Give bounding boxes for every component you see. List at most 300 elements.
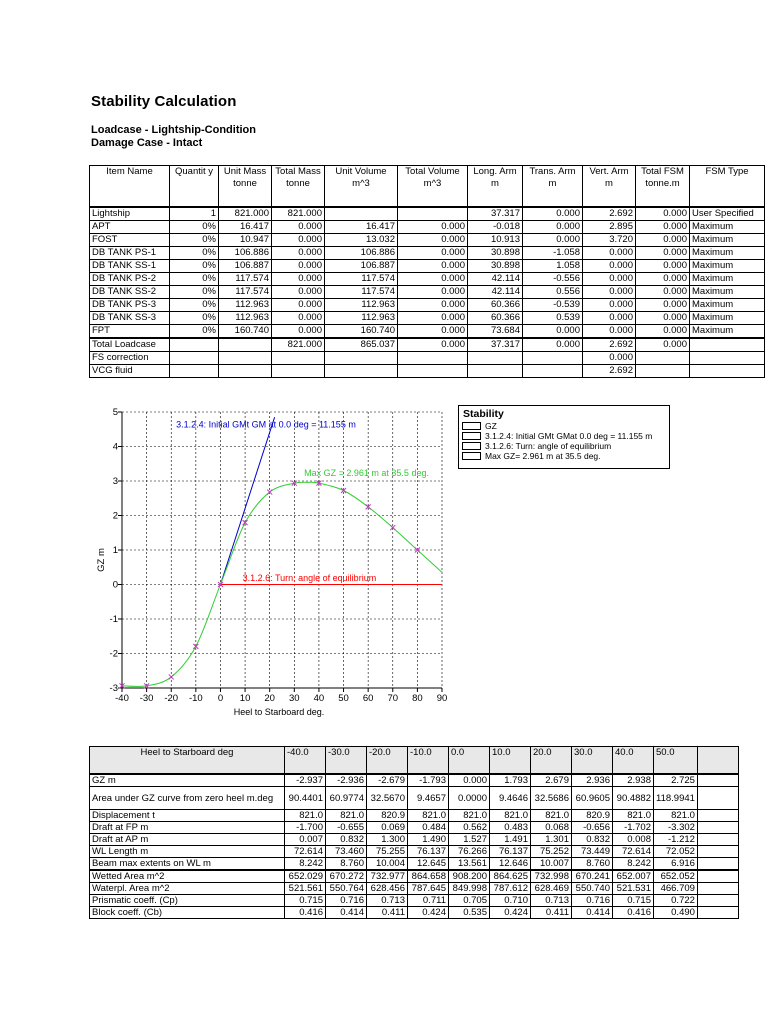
column-header: Vert. Arm m bbox=[583, 166, 636, 208]
x-tick-label: -10 bbox=[188, 693, 203, 704]
table-cell: 0.716 bbox=[326, 895, 367, 907]
table-cell: 0.068 bbox=[531, 822, 572, 834]
table-cell: 0.556 bbox=[523, 286, 583, 299]
table-cell: 0.000 bbox=[583, 325, 636, 339]
table-row bbox=[90, 247, 765, 260]
table-cell: 2.692 bbox=[583, 338, 636, 352]
table-cell: 0.000 bbox=[583, 247, 636, 260]
table-cell: 75.255 bbox=[367, 846, 408, 858]
y-tick-label: 0 bbox=[112, 579, 118, 591]
table-cell: 75.252 bbox=[531, 846, 572, 858]
table-row bbox=[90, 325, 765, 339]
table-cell: 0.484 bbox=[408, 822, 449, 834]
column-header: Trans. Arm m bbox=[523, 166, 583, 208]
column-header: Long. Arm m bbox=[468, 166, 523, 208]
y-tick-label: 3 bbox=[112, 476, 118, 487]
table-cell: 0.000 bbox=[523, 221, 583, 234]
table-row bbox=[90, 234, 765, 247]
table-cell: 0.000 bbox=[523, 338, 583, 352]
heel-column-header: 50.0 bbox=[654, 747, 698, 775]
table-cell: 0.000 bbox=[636, 234, 690, 247]
table-cell: 0.539 bbox=[523, 312, 583, 325]
table-cell: 76.266 bbox=[449, 846, 490, 858]
table-cell: 821.0 bbox=[408, 810, 449, 822]
legend-item-equilibrium: 3.1.2.6: Turn: angle of equilibrium bbox=[462, 441, 669, 451]
table-cell: 0.000 bbox=[583, 260, 636, 273]
table-cell: 42.114 bbox=[468, 286, 523, 299]
table-cell: -0.539 bbox=[523, 299, 583, 312]
table-cell: 117.574 bbox=[219, 273, 272, 286]
table-cell: 10.913 bbox=[468, 234, 523, 247]
table-cell: 0.716 bbox=[572, 895, 613, 907]
table-cell: 821.0 bbox=[326, 810, 367, 822]
table-cell: 550.764 bbox=[326, 883, 367, 895]
table-row bbox=[90, 822, 739, 834]
table-cell: 73.460 bbox=[326, 846, 367, 858]
table-cell: 0% bbox=[170, 312, 219, 325]
table-cell: 0.000 bbox=[272, 286, 325, 299]
table-cell: VCG fluid bbox=[90, 365, 170, 378]
heel-column-header: -10.0 bbox=[408, 747, 449, 775]
table-cell-clipped bbox=[697, 907, 738, 919]
table-cell: 60.366 bbox=[468, 312, 523, 325]
table-cell: 42.114 bbox=[468, 273, 523, 286]
table-cell bbox=[690, 365, 765, 378]
table-cell: DB TANK PS-1 bbox=[90, 247, 170, 260]
table-cell-clipped bbox=[697, 834, 738, 846]
heel-column-header: 0.0 bbox=[449, 747, 490, 775]
chart-annotation: 3.1.2.6: Turn: angle of equilibrium bbox=[242, 573, 377, 584]
table-cell: 8.760 bbox=[326, 858, 367, 871]
table-cell: 0.000 bbox=[272, 299, 325, 312]
table-cell: Maximum bbox=[690, 312, 765, 325]
table-cell: 90.4401 bbox=[285, 787, 326, 810]
table-cell: 117.574 bbox=[325, 273, 398, 286]
table-cell: DB TANK SS-1 bbox=[90, 260, 170, 273]
table-cell: -0.018 bbox=[468, 221, 523, 234]
heel-column-header: 20.0 bbox=[531, 747, 572, 775]
table-cell bbox=[272, 365, 325, 378]
table-cell: 112.963 bbox=[219, 299, 272, 312]
table-row bbox=[90, 365, 765, 378]
table-cell: 10.004 bbox=[367, 858, 408, 871]
table-cell: 0.000 bbox=[636, 312, 690, 325]
row-label: Wetted Area m^2 bbox=[90, 870, 285, 883]
table-cell: -1.700 bbox=[285, 822, 326, 834]
table-cell: 1.491 bbox=[490, 834, 531, 846]
table-cell: 0.483 bbox=[490, 822, 531, 834]
table-cell: 2.936 bbox=[572, 774, 613, 787]
table-cell: 0.000 bbox=[272, 273, 325, 286]
table-cell: 0.411 bbox=[531, 907, 572, 919]
table-cell-clipped bbox=[697, 774, 738, 787]
table-cell: 670.241 bbox=[572, 870, 613, 883]
legend-title: Stability bbox=[463, 408, 504, 420]
table-cell: 12.645 bbox=[408, 858, 449, 871]
table-cell: -1.793 bbox=[408, 774, 449, 787]
table-cell: 117.574 bbox=[219, 286, 272, 299]
table-cell: 1.793 bbox=[490, 774, 531, 787]
table-cell: 0.000 bbox=[583, 273, 636, 286]
table-cell: Maximum bbox=[690, 221, 765, 234]
table-cell bbox=[398, 365, 468, 378]
table-cell: 0.000 bbox=[272, 325, 325, 339]
table-cell: 787.612 bbox=[490, 883, 531, 895]
table-cell: FS correction bbox=[90, 352, 170, 365]
table-cell: 0.416 bbox=[613, 907, 654, 919]
row-label: Draft at FP m bbox=[90, 822, 285, 834]
table-cell: 12.646 bbox=[490, 858, 531, 871]
table-cell: 652.007 bbox=[613, 870, 654, 883]
y-tick-label: -2 bbox=[109, 648, 118, 660]
heel-column-header: 30.0 bbox=[572, 747, 613, 775]
y-tick-label: 1 bbox=[112, 545, 118, 556]
x-tick-label: 30 bbox=[289, 693, 300, 704]
table-cell: 821.0 bbox=[490, 810, 531, 822]
column-header: Total Volume m^3 bbox=[398, 166, 468, 208]
table-cell: 628.469 bbox=[531, 883, 572, 895]
table-cell: 0.000 bbox=[583, 286, 636, 299]
table-cell: 106.887 bbox=[325, 260, 398, 273]
table-cell: 0.000 bbox=[272, 247, 325, 260]
table-cell: 821.0 bbox=[285, 810, 326, 822]
table-cell: Total Loadcase bbox=[90, 338, 170, 352]
table-cell: 821.0 bbox=[449, 810, 490, 822]
table-cell: 466.709 bbox=[654, 883, 698, 895]
table-cell: 0% bbox=[170, 260, 219, 273]
table-cell: 652.052 bbox=[654, 870, 698, 883]
table-cell bbox=[690, 352, 765, 365]
table-row bbox=[90, 312, 765, 325]
table-cell: 2.938 bbox=[613, 774, 654, 787]
table-cell: 821.000 bbox=[272, 338, 325, 352]
table-cell: 1.058 bbox=[523, 260, 583, 273]
table-cell: 1 bbox=[170, 207, 219, 221]
table-cell: 0.000 bbox=[583, 299, 636, 312]
heel-column-header: 10.0 bbox=[490, 747, 531, 775]
table-cell bbox=[398, 207, 468, 221]
table-cell: DB TANK PS-2 bbox=[90, 273, 170, 286]
table-cell: 2.895 bbox=[583, 221, 636, 234]
table-cell: 0.535 bbox=[449, 907, 490, 919]
table-cell-clipped bbox=[697, 895, 738, 907]
table-cell: 0.000 bbox=[398, 221, 468, 234]
table-cell: 0.000 bbox=[636, 247, 690, 260]
table-cell: 30.898 bbox=[468, 247, 523, 260]
y-tick-label: 2 bbox=[112, 510, 118, 522]
row-label: Waterpl. Area m^2 bbox=[90, 883, 285, 895]
table-cell: Maximum bbox=[690, 260, 765, 273]
y-tick-label: -3 bbox=[109, 683, 118, 694]
table-cell: 1.301 bbox=[531, 834, 572, 846]
table-cell: Lightship bbox=[90, 207, 170, 221]
table-cell: 550.740 bbox=[572, 883, 613, 895]
table-cell bbox=[468, 365, 523, 378]
table-cell: 76.137 bbox=[408, 846, 449, 858]
table-cell: 0.000 bbox=[272, 260, 325, 273]
table-cell: 0.411 bbox=[367, 907, 408, 919]
legend-swatch bbox=[462, 422, 481, 430]
table-cell: 0.000 bbox=[523, 325, 583, 339]
row-label: Block coeff. (Cb) bbox=[90, 907, 285, 919]
table-cell: 9.4657 bbox=[408, 787, 449, 810]
table-cell: 112.963 bbox=[219, 312, 272, 325]
table-row bbox=[90, 207, 765, 221]
table-cell: 0.000 bbox=[398, 273, 468, 286]
legend-swatch bbox=[462, 452, 481, 460]
column-header: Unit Mass tonne bbox=[219, 166, 272, 208]
table-cell: 72.614 bbox=[285, 846, 326, 858]
table-cell bbox=[636, 365, 690, 378]
table-cell bbox=[325, 352, 398, 365]
table-cell: 0.000 bbox=[636, 260, 690, 273]
x-axis-label: Heel to Starboard deg. bbox=[233, 707, 325, 717]
table-cell: 1.490 bbox=[408, 834, 449, 846]
column-header: Total Mass tonne bbox=[272, 166, 325, 208]
table-cell: 0.414 bbox=[572, 907, 613, 919]
table-cell: 117.574 bbox=[325, 286, 398, 299]
table-cell: -2.679 bbox=[367, 774, 408, 787]
table-cell-clipped bbox=[697, 883, 738, 895]
table-cell: 0.0000 bbox=[449, 787, 490, 810]
table-cell: -2.936 bbox=[326, 774, 367, 787]
table-cell-clipped bbox=[697, 822, 738, 834]
table-cell: 821.000 bbox=[219, 207, 272, 221]
table-cell: Maximum bbox=[690, 273, 765, 286]
table-cell: -0.656 bbox=[572, 822, 613, 834]
table-cell: 106.886 bbox=[325, 247, 398, 260]
x-tick-label: 80 bbox=[412, 693, 423, 704]
table-cell: 864.658 bbox=[408, 870, 449, 883]
table-cell: 652.029 bbox=[285, 870, 326, 883]
table-row bbox=[90, 787, 739, 810]
table-cell: FOST bbox=[90, 234, 170, 247]
table-cell bbox=[219, 365, 272, 378]
chart-annotation: 3.1.2.4: Initial GMt GM at 0.0 deg = 11.155 m bbox=[176, 419, 356, 430]
legend-item-gz: GZ bbox=[462, 421, 669, 431]
table-cell: 732.998 bbox=[531, 870, 572, 883]
table-cell: 0.000 bbox=[636, 273, 690, 286]
column-header: Quantit y bbox=[170, 166, 219, 208]
table-cell: 16.417 bbox=[219, 221, 272, 234]
gz-point-marker bbox=[169, 674, 174, 679]
table-cell: 32.5670 bbox=[367, 787, 408, 810]
table-cell: 0.562 bbox=[449, 822, 490, 834]
table-cell: 0.713 bbox=[367, 895, 408, 907]
table-row bbox=[90, 286, 765, 299]
table-cell: 0.000 bbox=[583, 312, 636, 325]
table-cell-clipped bbox=[697, 787, 738, 810]
table-cell: 849.998 bbox=[449, 883, 490, 895]
x-tick-label: 20 bbox=[264, 693, 275, 704]
table-cell: -1.058 bbox=[523, 247, 583, 260]
table-row bbox=[90, 870, 739, 883]
table-cell bbox=[325, 207, 398, 221]
table-cell: Maximum bbox=[690, 325, 765, 339]
table-cell: 2.692 bbox=[583, 365, 636, 378]
x-tick-label: 50 bbox=[338, 693, 349, 704]
table-cell: 865.037 bbox=[325, 338, 398, 352]
damage-case-label: Damage Case - Intact bbox=[91, 137, 203, 149]
table-cell: 60.366 bbox=[468, 299, 523, 312]
table-cell: 0.000 bbox=[398, 286, 468, 299]
table-cell: 0.414 bbox=[326, 907, 367, 919]
x-tick-label: 40 bbox=[313, 693, 325, 704]
heel-header-label: Heel to Starboard deg bbox=[90, 747, 285, 775]
table-cell bbox=[468, 352, 523, 365]
x-tick-label: 10 bbox=[239, 693, 251, 704]
heel-column-header: -40.0 bbox=[285, 747, 326, 775]
table-cell: 106.887 bbox=[219, 260, 272, 273]
table-row bbox=[90, 883, 739, 895]
table-cell: 72.052 bbox=[654, 846, 698, 858]
row-label: Beam max extents on WL m bbox=[90, 858, 285, 871]
table-cell: 0% bbox=[170, 273, 219, 286]
table-cell: 0.722 bbox=[654, 895, 698, 907]
table-cell bbox=[170, 338, 219, 352]
table-cell: -1.702 bbox=[613, 822, 654, 834]
table-cell: DB TANK PS-3 bbox=[90, 299, 170, 312]
table-cell: 628.456 bbox=[367, 883, 408, 895]
column-header: Unit Volume m^3 bbox=[325, 166, 398, 208]
table-cell: 0.000 bbox=[636, 221, 690, 234]
table-cell: 787.645 bbox=[408, 883, 449, 895]
legend-item-max-gz: Max GZ= 2.961 m at 35.5 deg. bbox=[462, 451, 669, 461]
table-cell: -0.655 bbox=[326, 822, 367, 834]
table-cell: 0.490 bbox=[654, 907, 698, 919]
heel-column-header: -30.0 bbox=[326, 747, 367, 775]
table-cell: 1.300 bbox=[367, 834, 408, 846]
table-row bbox=[90, 338, 765, 352]
table-cell: Maximum bbox=[690, 234, 765, 247]
table-row bbox=[90, 774, 739, 787]
table-cell: FPT bbox=[90, 325, 170, 339]
table-cell: 0.000 bbox=[636, 207, 690, 221]
table-cell bbox=[398, 352, 468, 365]
table-cell: 0.705 bbox=[449, 895, 490, 907]
table-cell: 0.000 bbox=[398, 312, 468, 325]
table-cell bbox=[170, 352, 219, 365]
x-tick-label: 90 bbox=[436, 693, 448, 704]
y-tick-label: 5 bbox=[112, 407, 118, 418]
table-cell: 1.527 bbox=[449, 834, 490, 846]
table-row bbox=[90, 260, 765, 273]
table-cell: 732.977 bbox=[367, 870, 408, 883]
row-label: GZ m bbox=[90, 774, 285, 787]
table-cell: 0.715 bbox=[613, 895, 654, 907]
table-cell: 820.9 bbox=[367, 810, 408, 822]
table-row bbox=[90, 834, 739, 846]
table-cell: 9.4646 bbox=[490, 787, 531, 810]
table-row bbox=[90, 221, 765, 234]
heel-column-header-clipped bbox=[697, 747, 738, 775]
table-cell bbox=[272, 352, 325, 365]
table-cell: 0.000 bbox=[636, 299, 690, 312]
table-row bbox=[90, 907, 739, 919]
table-cell: 2.679 bbox=[531, 774, 572, 787]
table-cell bbox=[325, 365, 398, 378]
table-cell: 670.272 bbox=[326, 870, 367, 883]
table-cell: 0.000 bbox=[636, 286, 690, 299]
table-cell: 521.531 bbox=[613, 883, 654, 895]
table-cell: 106.886 bbox=[219, 247, 272, 260]
table-cell bbox=[219, 338, 272, 352]
table-cell: 0.000 bbox=[583, 352, 636, 365]
row-label: Displacement t bbox=[90, 810, 285, 822]
table-cell: 112.963 bbox=[325, 312, 398, 325]
table-cell: 0.000 bbox=[523, 207, 583, 221]
table-cell-clipped bbox=[697, 858, 738, 871]
table-row bbox=[90, 273, 765, 286]
x-tick-label: 0 bbox=[217, 693, 224, 704]
table-row bbox=[90, 846, 739, 858]
table-cell: 821.0 bbox=[613, 810, 654, 822]
table-cell: -1.212 bbox=[654, 834, 698, 846]
row-label: Draft at AP m bbox=[90, 834, 285, 846]
x-tick-label: -30 bbox=[139, 693, 154, 704]
table-cell: 864.625 bbox=[490, 870, 531, 883]
table-cell bbox=[170, 365, 219, 378]
table-cell: 8.760 bbox=[572, 858, 613, 871]
y-tick-label: 4 bbox=[112, 441, 118, 453]
table-cell: 73.449 bbox=[572, 846, 613, 858]
table-row bbox=[90, 858, 739, 871]
table-cell: 2.725 bbox=[654, 774, 698, 787]
table-cell: 0.069 bbox=[367, 822, 408, 834]
table-cell: 0.416 bbox=[285, 907, 326, 919]
table-row bbox=[90, 299, 765, 312]
table-cell: 30.898 bbox=[468, 260, 523, 273]
table-cell: 0.000 bbox=[636, 325, 690, 339]
table-cell: 0% bbox=[170, 286, 219, 299]
column-header: Total FSM tonne.m bbox=[636, 166, 690, 208]
table-cell: 0.007 bbox=[285, 834, 326, 846]
table-cell: 90.4882 bbox=[613, 787, 654, 810]
heel-column-header: -20.0 bbox=[367, 747, 408, 775]
x-tick-label: -20 bbox=[164, 693, 179, 704]
table-cell: 32.5686 bbox=[531, 787, 572, 810]
table-cell: 908.200 bbox=[449, 870, 490, 883]
table-cell: 0.832 bbox=[326, 834, 367, 846]
table-cell: 0.710 bbox=[490, 895, 531, 907]
table-cell: 0.000 bbox=[398, 325, 468, 339]
table-cell: 0.711 bbox=[408, 895, 449, 907]
table-cell: 0.832 bbox=[572, 834, 613, 846]
table-cell: 0.000 bbox=[272, 312, 325, 325]
table-cell: -3.302 bbox=[654, 822, 698, 834]
table-cell: 0.000 bbox=[398, 260, 468, 273]
table-cell: 37.317 bbox=[468, 207, 523, 221]
table-cell: 6.916 bbox=[654, 858, 698, 871]
table-cell: 0.000 bbox=[636, 338, 690, 352]
table-cell: 13.032 bbox=[325, 234, 398, 247]
initial-gm-line bbox=[220, 417, 274, 584]
x-tick-label: 70 bbox=[387, 693, 399, 704]
table-cell: DB TANK SS-3 bbox=[90, 312, 170, 325]
table-cell bbox=[690, 338, 765, 352]
item-table bbox=[89, 165, 765, 378]
table-cell: 820.9 bbox=[572, 810, 613, 822]
table-cell: 73.684 bbox=[468, 325, 523, 339]
table-cell: 0.424 bbox=[408, 907, 449, 919]
table-cell: Maximum bbox=[690, 247, 765, 260]
table-cell: 76.137 bbox=[490, 846, 531, 858]
table-cell: Maximum bbox=[690, 299, 765, 312]
chart-legend bbox=[458, 405, 670, 469]
table-cell: -2.937 bbox=[285, 774, 326, 787]
table-cell: -0.556 bbox=[523, 273, 583, 286]
legend-swatch bbox=[462, 442, 481, 450]
